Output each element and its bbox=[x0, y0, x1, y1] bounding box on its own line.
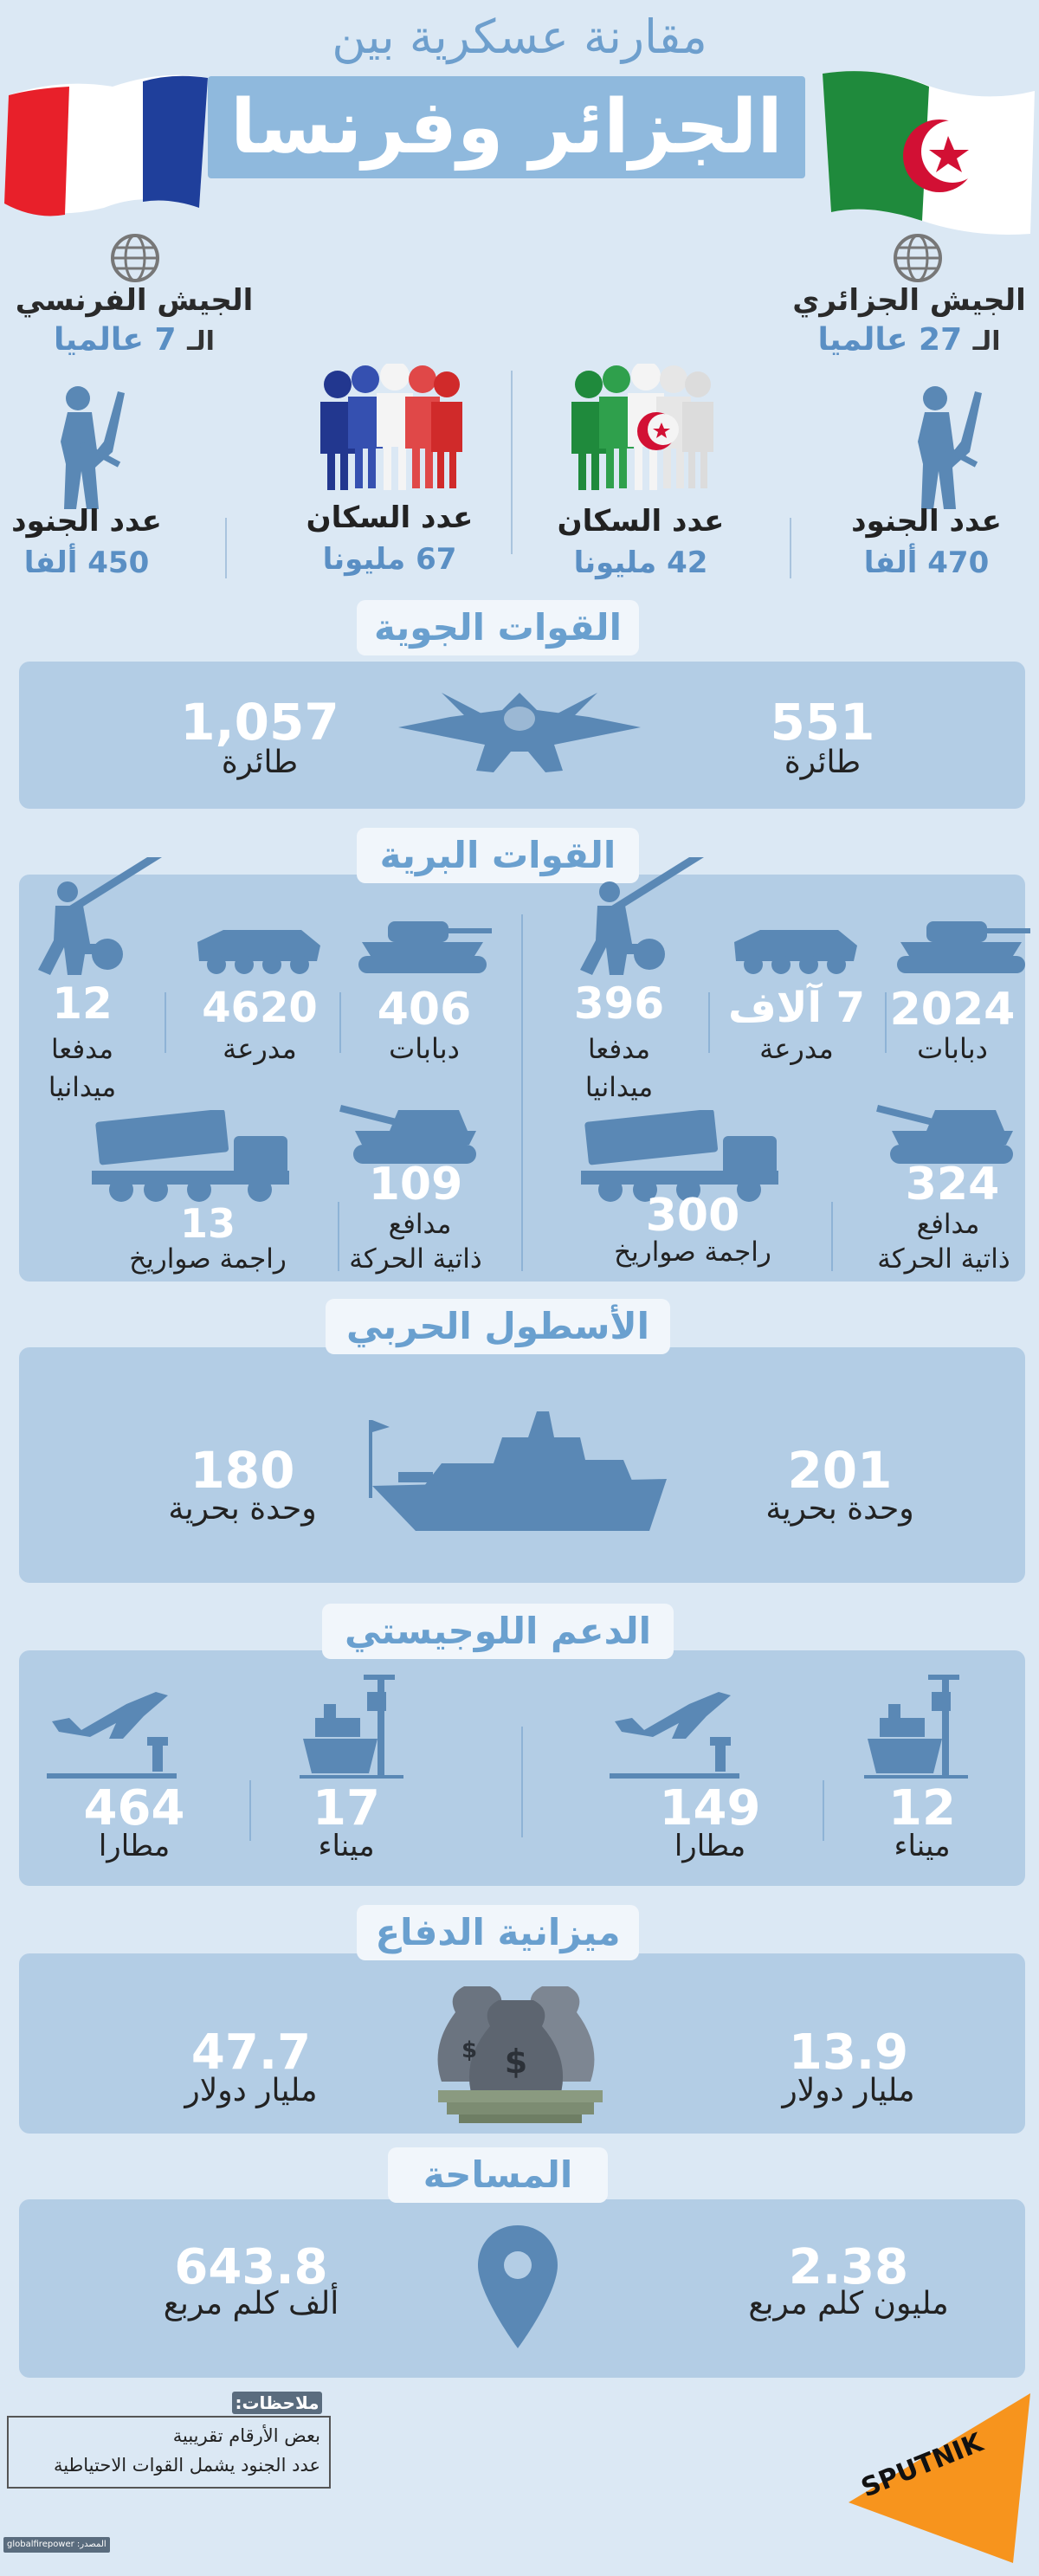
budget-algeria-unit: مليار دولار bbox=[782, 2073, 915, 2108]
divider bbox=[521, 1727, 523, 1837]
divider bbox=[225, 518, 227, 578]
divider bbox=[708, 992, 710, 1053]
notes-box bbox=[7, 2416, 331, 2489]
dz-sp-gun-value: 324 bbox=[905, 1159, 1000, 1211]
fr-field-gun-label: مدفعا ميدانيا bbox=[48, 1034, 117, 1103]
logistics-dz-airports-label: مطارا bbox=[674, 1829, 746, 1863]
dz-armored-label: مدرعة bbox=[759, 1032, 834, 1065]
dz-field-gun-value: 396 bbox=[573, 978, 665, 1029]
algeria-population-icon bbox=[563, 364, 719, 494]
field-gun-icon bbox=[571, 857, 710, 978]
soldier-icon bbox=[900, 381, 987, 511]
fr-sp-gun-label-2: ذاتية الحركة bbox=[349, 1243, 482, 1275]
france-flag-icon bbox=[0, 43, 216, 234]
logistics-dz-airports-value: 149 bbox=[659, 1780, 761, 1837]
france-population-icon bbox=[312, 364, 468, 494]
header-subtitle: مقارنة عسكرية بين bbox=[332, 10, 707, 64]
dz-tanks-value: 2024 bbox=[889, 984, 1016, 1036]
france-soldiers-value: 450 ألفا bbox=[23, 546, 150, 580]
notes-title: ملاحظات: bbox=[232, 2392, 322, 2414]
divider bbox=[790, 518, 791, 578]
fr-tanks-label: دبابات bbox=[389, 1032, 460, 1065]
area-section-title: المساحة bbox=[388, 2147, 608, 2203]
navy-france-unit: وحدة بحرية bbox=[168, 1491, 317, 1527]
navy-section-title: الأسطول الحربي bbox=[326, 1299, 670, 1354]
fr-field-gun-value: 12 bbox=[52, 978, 113, 1029]
airport-icon bbox=[606, 1669, 745, 1782]
notes-line-1: بعض الأرقام تقريبية bbox=[172, 2425, 320, 2446]
fr-tanks-value: 406 bbox=[377, 984, 472, 1036]
notes-line-2: عدد الجنود يشمل القوات الاحتياطية bbox=[53, 2455, 320, 2476]
rocket-launcher-icon bbox=[87, 1110, 294, 1205]
page-title: الجزائر وفرنسا bbox=[230, 84, 783, 171]
money-bags-icon bbox=[429, 1978, 611, 2125]
budget-algeria-value: 13.9 bbox=[788, 2024, 909, 2081]
fr-armored-label: مدرعة bbox=[223, 1032, 297, 1065]
svg-text:$: $ bbox=[504, 2043, 528, 2081]
fr-rocket-label: راجمة صواريخ bbox=[129, 1243, 287, 1275]
france-population-value: 67 مليونا bbox=[322, 542, 457, 577]
algeria-army-name: الجيش الجزائري bbox=[792, 283, 1026, 318]
warship-icon bbox=[364, 1403, 675, 1541]
algeria-population-value: 42 مليونا bbox=[573, 546, 708, 580]
globe-icon bbox=[892, 232, 944, 284]
area-algeria-unit: مليون كلم مربع bbox=[748, 2286, 949, 2321]
logistics-dz-ports-value: 12 bbox=[888, 1780, 956, 1837]
area-france-value: 643.8 bbox=[174, 2239, 328, 2295]
france-army-name: الجيش الفرنسي bbox=[15, 283, 254, 318]
algeria-rank-value: 27 عالميا bbox=[817, 322, 963, 358]
dz-tanks-label: دبابات bbox=[917, 1032, 988, 1065]
france-soldiers-label: عدد الجنود bbox=[11, 504, 162, 539]
source-label: المصدر: globalfirepower bbox=[3, 2537, 110, 2553]
armored-vehicle-icon bbox=[726, 925, 864, 977]
sputnik-logo-text: SPUTNIK bbox=[856, 2427, 988, 2504]
budget-france-value: 47.7 bbox=[190, 2024, 312, 2081]
navy-algeria-unit: وحدة بحرية bbox=[765, 1491, 914, 1527]
logistics-fr-ports-value: 17 bbox=[313, 1780, 380, 1837]
navy-algeria-value: 201 bbox=[787, 1441, 893, 1500]
france-rank-value: 7 عالميا bbox=[54, 322, 177, 358]
divider bbox=[885, 992, 887, 1053]
header-title-band bbox=[208, 76, 805, 178]
france-rank-prefix: الـ bbox=[187, 326, 215, 357]
air-algeria-value: 551 bbox=[770, 693, 875, 752]
dz-sp-gun-label-1: مدافع bbox=[916, 1209, 980, 1240]
dz-field-gun-label: مدفعا ميدانيا bbox=[584, 1034, 654, 1103]
air-france-value: 1,057 bbox=[180, 693, 339, 752]
divider bbox=[249, 1780, 251, 1841]
budget-france-unit: مليار دولار bbox=[184, 2073, 318, 2108]
algeria-rank bbox=[779, 319, 1039, 364]
airport-icon bbox=[43, 1669, 182, 1782]
navy-france-value: 180 bbox=[190, 1441, 295, 1500]
fr-sp-gun-value: 109 bbox=[368, 1159, 463, 1211]
globe-icon bbox=[109, 232, 161, 284]
logistics-fr-airports-label: مطارا bbox=[98, 1829, 171, 1863]
dz-rocket-value: 300 bbox=[645, 1190, 740, 1242]
algeria-population-label: عدد السكان bbox=[557, 504, 725, 539]
area-france-unit: ألف كلم مربع bbox=[163, 2286, 339, 2321]
divider bbox=[339, 992, 341, 1053]
dz-rocket-label: راجمة صواريخ bbox=[614, 1236, 771, 1268]
air-section-title: القوات الجوية bbox=[357, 600, 639, 655]
land-section-title: القوات البرية bbox=[357, 828, 639, 883]
field-gun-icon bbox=[29, 857, 168, 978]
divider bbox=[831, 1202, 833, 1271]
logistics-fr-airports-value: 464 bbox=[83, 1780, 185, 1837]
algeria-soldiers-value: 470 ألفا bbox=[863, 546, 990, 580]
fr-sp-gun-label-1: مدافع bbox=[388, 1209, 452, 1240]
svg-text:$: $ bbox=[461, 2037, 478, 2063]
air-algeria-unit: طائرة bbox=[784, 745, 862, 780]
port-icon bbox=[859, 1669, 971, 1782]
fr-armored-value: 4620 bbox=[202, 984, 318, 1032]
port-icon bbox=[294, 1669, 407, 1782]
location-pin-icon bbox=[474, 2222, 561, 2352]
divider bbox=[823, 1780, 824, 1841]
area-algeria-value: 2.38 bbox=[788, 2239, 909, 2295]
logistics-fr-ports-label: ميناء bbox=[318, 1829, 375, 1863]
dz-armored-value: 7 آلاف bbox=[727, 984, 866, 1032]
logistics-section-title: الدعم اللوجيستي bbox=[322, 1604, 674, 1659]
divider bbox=[511, 371, 513, 554]
dz-sp-gun-label-2: ذاتية الحركة bbox=[877, 1243, 1010, 1275]
tank-icon bbox=[892, 916, 1030, 977]
fr-rocket-value: 13 bbox=[179, 1200, 236, 1247]
tank-icon bbox=[353, 916, 492, 977]
algeria-soldiers-label: عدد الجنود bbox=[851, 504, 1002, 539]
algeria-flag-icon bbox=[818, 39, 1039, 238]
france-rank bbox=[0, 319, 268, 364]
air-france-unit: طائرة bbox=[221, 745, 299, 780]
budget-section-title: ميزانية الدفاع bbox=[357, 1905, 639, 1960]
algeria-rank-prefix: الـ bbox=[972, 326, 1001, 357]
divider bbox=[338, 1202, 339, 1271]
soldier-icon bbox=[43, 381, 130, 511]
divider bbox=[521, 914, 523, 1271]
france-population-label: عدد السكان bbox=[306, 500, 474, 535]
fighter-jet-icon bbox=[390, 675, 649, 779]
divider bbox=[165, 992, 166, 1053]
logistics-dz-ports-label: ميناء bbox=[894, 1829, 951, 1863]
armored-vehicle-icon bbox=[189, 925, 327, 977]
